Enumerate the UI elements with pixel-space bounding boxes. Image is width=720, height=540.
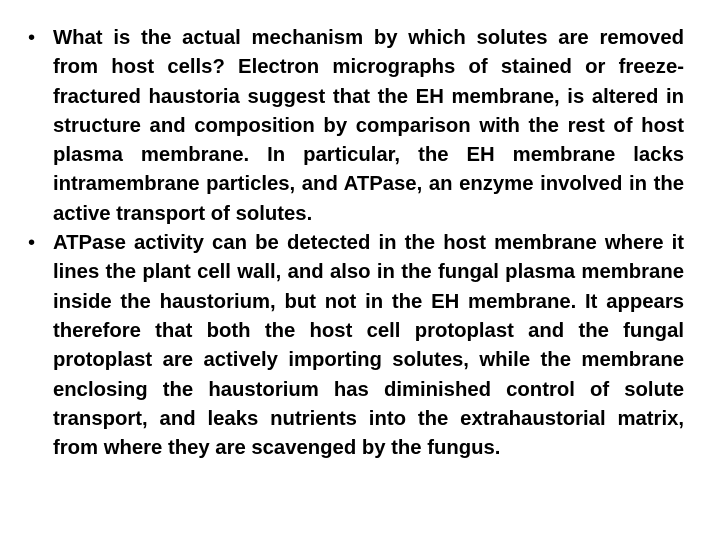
bullet-text-atpase: ATPase activity can be detected in the host membrane where it lines the plant cell wall, and also in the fungal plasma membrane inside the haustorium, but not in the EH membrane. It appears therefore that both the host cell protoplast and the fungal protoplast are actively importing solutes, while the membrane enclosing the haustorium has diminished control of solute transport, and leaks nutrients into the extrahaustorial matrix, from where they are scavenged by the fungus. — [53, 232, 684, 460]
bullet-marker: • — [28, 27, 36, 49]
bullet-item-mechanism — [28, 24, 684, 229]
bullet-list — [28, 24, 684, 463]
bullet-item-atpase — [28, 229, 684, 463]
bullet-text-mechanism: What is the actual mechanism by which solutes are removed from host cells? Electron micrographs of stained or freeze-fractured haustoria suggest that the EH membrane, is altered in structure and composition by comparison with the rest of host plasma membrane. In particular, the EH membrane lacks intramembrane particles, and ATPase, an enzyme involved in the active transport of solutes. — [53, 27, 684, 225]
bullet-marker: • — [28, 232, 36, 255]
